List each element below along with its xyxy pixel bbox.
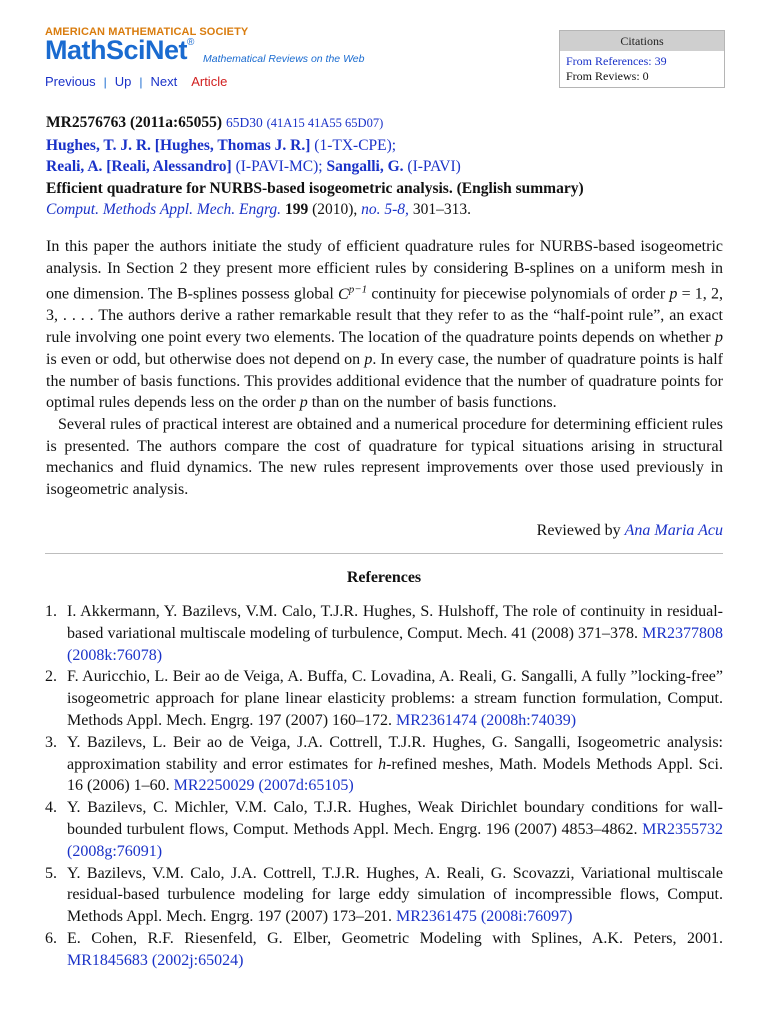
journal-line [46, 199, 726, 221]
math-variable: p [364, 350, 373, 368]
divider [45, 553, 723, 554]
reference-mr-link[interactable]: MR2250029 (2007d:65105) [173, 777, 354, 795]
author-institution-sangalli[interactable]: (I-PAVI) [407, 158, 461, 175]
journal-pages: 301–313. [412, 201, 471, 218]
nav-separator: | [139, 74, 143, 89]
references-list [45, 601, 723, 972]
primary-class-link[interactable]: 65D30 [225, 115, 263, 130]
journal-volume: 199 [284, 201, 309, 218]
reference-mr-link[interactable]: MR2361474 (2008h:74039) [396, 711, 577, 729]
author-link-sangalli[interactable]: Sangalli, G. [326, 158, 404, 175]
reference-mr-link[interactable]: MR1845683 (2002j:65024) [67, 951, 244, 969]
reference-text: Y. Bazilevs, V.M. Calo, J.A. Cottrell, T.J.R. Hughes, A. Reali, G. Scovazzi, Variational multiscale residual-based turbulence modeling for large eddy simulation of incompressible flows, Comput. Methods Appl. Mech. Engrg. 197 (2007) 173–201. [67, 864, 723, 926]
journal-link[interactable]: Comput. Methods Appl. Mech. Engrg. [46, 201, 282, 218]
secondary-classes-link[interactable]: (41A15 41A55 65D07) [266, 116, 384, 130]
reference-text: F. Auricchio, L. Beir ao de Veiga, A. Buffa, C. Lovadina, A. Reali, G. Sangalli, A fully ”locking-free” isogeometric approach for plane linear elasticity problems: a stream function formulation, Comput. Methods Appl. Mech. Engrg. 197 (2007) 160–172. [67, 668, 723, 729]
reference-number: 5. [45, 864, 57, 882]
reviewed-by [537, 522, 723, 540]
review-body [46, 236, 723, 501]
reference-item [45, 732, 723, 797]
reference-text: -refined meshes, Math. Models Methods Appl. Sci. 16 (2006) 1–60. [67, 755, 724, 795]
reference-item [45, 863, 723, 928]
authors-line-1 [46, 135, 726, 157]
from-references-link[interactable]: From References: 39 [566, 54, 667, 68]
reference-number: 3. [45, 733, 57, 751]
reference-item [45, 797, 723, 862]
reference-number: 6. [45, 929, 57, 947]
reviewer-link[interactable]: Ana Maria Acu [624, 522, 723, 539]
nav-article-link[interactable]: Article [191, 74, 228, 89]
issue-link[interactable]: no. 5-8, [361, 201, 409, 218]
nav-up-link[interactable]: Up [114, 74, 132, 89]
reference-mr-link[interactable]: MR2377808 (2008k:76078) [67, 624, 724, 664]
paper-title: Efficient quadrature for NURBS-based isogeometric analysis. (English summary) [46, 179, 584, 197]
reference-text: I. Akkermann, Y. Bazilevs, V.M. Calo, T.J.R. Hughes, S. Hulshoff, The role of continuity in residual-based variational multiscale modeling of turbulence, Comput. Mech. 41 (2008) 371–378. [67, 603, 723, 642]
reference-item [45, 928, 723, 972]
author-institution-hughes[interactable]: (1-TX-CPE); [314, 136, 397, 154]
math-expression: $C^{p-1}$ [338, 283, 368, 303]
citations-title: Citations [560, 31, 724, 51]
reference-number: 1. [45, 603, 57, 620]
reviewed-by-label: Reviewed by [536, 522, 621, 539]
society-name: AMERICAN MATHEMATICAL SOCIETY [45, 26, 249, 38]
from-reviews-count: From Reviews: 0 [566, 69, 649, 83]
reference-text: Y. Bazilevs, L. Beir ao de Veiga, J.A. Cottrell, T.J.R. Hughes, G. Sangalli, Isogeometric analysis: approximation stability and error estimates for [67, 733, 723, 773]
registered-mark: ® [187, 37, 194, 48]
reference-item [45, 601, 723, 666]
author-link-hughes[interactable]: Hughes, T. J. R. [Hughes, Thomas J. R.] [46, 136, 311, 154]
review-meta [46, 112, 726, 221]
nav-separator: | [103, 74, 107, 89]
references-title: References [346, 569, 422, 586]
math-variable: p [715, 329, 724, 347]
math-variable: p [299, 394, 308, 412]
review-paragraph-2: Several rules of practical interest are obtained and a numerical procedure for determining efficient rules is presented. The authors compare the cost of quadrature for typical situations arising in structural mechanics and fluid dynamics. The new rules represent improvements over those used previously in isogeometric analysis. [46, 415, 723, 499]
nav-bar [45, 74, 227, 89]
reference-number: 4. [45, 799, 57, 817]
reference-text: E. Cohen, R.F. Riesenfeld, G. Elber, Geometric Modeling with Splines, A.K. Peters, 2001. [67, 929, 723, 947]
reference-number: 2. [45, 668, 57, 686]
mr-number: MR2576763 (2011a:65055) [46, 114, 223, 131]
author-institution-reali[interactable]: (I-PAVI-MC); [235, 158, 323, 175]
reference-mr-link[interactable]: MR2361475 (2008i:76097) [396, 908, 573, 926]
reference-text: Y. Bazilevs, C. Michler, V.M. Calo, T.J.R. Hughes, Weak Dirichlet boundary conditions for wall-bounded turbulent flows, Comput. Methods Appl. Mech. Engrg. 196 (2007) 4853–4862. [67, 799, 723, 838]
tagline: Mathematical Reviews on the Web [203, 53, 365, 65]
reference-item [45, 666, 723, 731]
author-link-reali[interactable]: Reali, A. [Reali, Alessandro] [46, 158, 232, 175]
authors-line-2 [46, 156, 726, 178]
citations-box [559, 30, 725, 88]
mr-line [46, 112, 726, 135]
review-paragraph-1: In this paper the authors initiate the study of efficient quadrature rules for NURBS-based isogeometric analysis. In Section 2 they present more efficient rules by considering B-splines on a uniform mesh in one dimension. The B-splines possess global $C^{p-1}$ continuity for piecewise polynomials of order p = 1, 2, 3, . . . . The authors derive a rather remarkable result that they refer to as the “half-point rule”, an exact rule involving one point every two elements. The location of the quadrature points depends on whether p is even or odd, but otherwise does not depend on p. In every case, the number of quadrature points is half the number of basis functions. This provides additional evidence that the number of quadrature points for optimal rules depends less on the order p than on the number of basis functions. [46, 238, 724, 412]
nav-next-link[interactable]: Next [150, 74, 178, 89]
math-variable: h [378, 755, 387, 773]
reference-mr-link[interactable]: MR2355732 (2008g:76091) [67, 820, 724, 860]
math-variable: p [669, 285, 678, 303]
nav-previous-link[interactable]: Previous [45, 74, 96, 89]
mathscinet-logo[interactable] [45, 35, 194, 66]
journal-year: (2010), [312, 201, 358, 218]
logo-text: MathSciNet [45, 35, 188, 65]
